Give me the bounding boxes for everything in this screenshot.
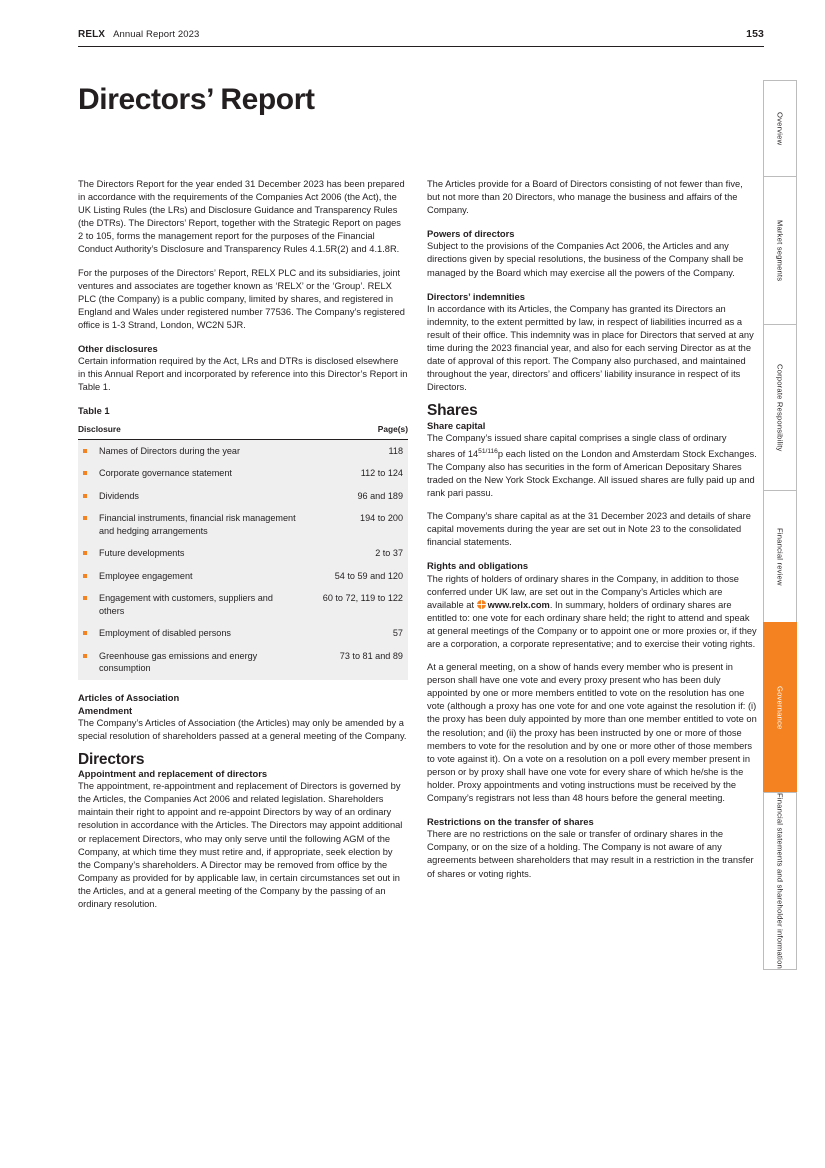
rights-heading: Rights and obligations [427, 560, 529, 572]
general-meeting-text: At a general meeting, on a show of hands every member who is present in person shall have one vote and every proxy present who has been duly appointed by one or more members entitled to vote on the resolution has one vote (although a proxy has one vote for and one vote against the resolution if: (i) the proxy has been duly appointed by more than one member entitled to vote on the resolution; and (ii) the proxy has been instructed by one or more of those members to vote for the resolution and by one or more other of those members to vote against it). On a vote on a resolution on a poll every member present in person or by proxy shall have one vote for every share of which he/she is the holder. Proxy appointments and voting instructions must be received by the Company’s registrars not less than 48 hours before the general meeting. [427, 662, 757, 804]
table-row [78, 439, 408, 462]
table-cell-disclosure: Greenhouse gas emissions and energy consumption [99, 650, 258, 674]
other-disclosures-heading: Other disclosures [78, 343, 158, 355]
appointment-heading: Appointment and replacement of directors [78, 768, 268, 780]
table-cell-disclosure: Names of Directors during the year [99, 445, 241, 456]
share-capital-text-1 [427, 432, 757, 501]
rights-text-part-a: The rights of holders of ordinary shares in the Company, in addition to those conferred under UK law, are set out in the Company’s Articles which are available at [427, 573, 739, 610]
shares-heading: Shares [427, 402, 478, 420]
globe-icon [477, 600, 486, 609]
tab-corporate-responsibility[interactable] [763, 324, 797, 490]
intro-paragraph-1: The Directors Report for the year ended 31 December 2023 has been prepared in accordance with the requirements of the Companies Act 2006 (the Act), the UK Listing Rules (the LRs) and Disclosure Guidance and Transparency Rules (the DTRs). The Directors’ Report, together with the Strategic Report on pages 2 to 105, forms the management report for the purposes of the Financial Conduct Authority’s Disclosure and Transparency Rules 4.1.5R(2) and 4.1.8R. [78, 179, 405, 255]
table-row [78, 507, 408, 542]
tab-financial-statements-label: Financial statements and shareholder information [775, 793, 785, 969]
bullet-icon [78, 587, 99, 622]
restrictions-text: There are no restrictions on the sale or transfer of ordinary shares in the Company, or on the size of a holding. The Company is not aware of any agreements between shareholders that may result in a restriction in the transfer of shares or voting rights. [427, 829, 754, 879]
intro-paragraph-2: For the purposes of the Directors’ Report, RELX PLC and its subsidiaries, joint ventures and associates are together known as ‘RELX’ or the ‘Group’. RELX PLC (the Company) is a public company, limited by shares, and registered in England and Wales under registered number 77536. The Company’s registered office is 1-3 Strand, London, WC2N 5JR. [78, 267, 405, 330]
table-row [78, 462, 408, 485]
appointment-text: The appointment, re-appointment and replacement of Directors is governed by the Articles, the Companies Act 2006 and related legislation. Shareholders maintain their right to appoint and re-appoint Directors by way of an ordinary resolution in accordance with the Articles. The Directors may appoint additional or replacement Directors, who may only serve until the following AGM of the Company, at which time they must retire and, if appropriate, seek election by the Company’s shareholders. A Director may be removed from office by the Company as provided for by applicable law, in certain circumstances set out in the Articles, and at a general meeting of the Company by the passing of an ordinary resolution. [78, 781, 403, 909]
share-capital-heading: Share capital [427, 419, 486, 431]
table-cell-disclosure: Future developments [99, 548, 185, 559]
share-fraction: 51/116 [478, 447, 498, 455]
table-row [78, 587, 408, 622]
indemnities-text: In accordance with its Articles, the Company has granted its Directors an indemnity, to the extent permitted by law, in respect of liabilities incurred as a result of their office. This indemnity was in place for Directors that served at any time during the 2023 financial year, and also for each serving Director as at the date of approval of this report. The Company also purchased, and maintained throughout the year, directors’ and officers’ liability insurance in respect of its Directors. [427, 303, 754, 393]
page-title: Directors’ Report [78, 83, 315, 116]
table-row [78, 565, 408, 588]
header-divider [78, 46, 764, 47]
table-cell-pages: 2 to 37 [375, 548, 403, 559]
tab-market-segments-label: Market segments [775, 219, 785, 282]
page-header [78, 28, 764, 40]
share-capital-text-part-b: p each listed on the London and Amsterdam Stock Exchanges. The Company also has securities in the form of American Depositary Shares traded on the New York Stock Exchange. All issued shares are fully paid up and rank pari passu. [427, 448, 757, 499]
table-row [78, 645, 408, 680]
table-header-row [78, 423, 408, 440]
tab-market-segments[interactable] [763, 176, 797, 324]
powers-heading: Powers of directors [427, 228, 515, 240]
table-cell-disclosure: Employee engagement [99, 570, 193, 581]
table-cell-pages: 112 to 124 [360, 468, 403, 479]
table-cell-pages: 57 [392, 628, 403, 639]
rights-text-part-b: . In summary, holders of ordinary shares are entitled to: one vote for each ordinary share held; the right to attend and speak at general meetings of the Company or to appoint one or more proxies or, if they are a corporation, a corporate representative; and to exercise their voting rights. [427, 599, 757, 649]
bullet-icon [78, 622, 99, 645]
table-cell-pages: 96 and 189 [357, 490, 403, 501]
table-cell-pages: 73 to 81 and 89 [339, 650, 403, 661]
table-cell-disclosure: Employment of disabled persons [99, 628, 231, 639]
table-cell-disclosure: Financial instruments, financial risk management and hedging arrangements [99, 513, 296, 536]
bullet-icon [78, 645, 99, 680]
bullet-icon [78, 542, 99, 565]
brand-label: RELX [78, 29, 106, 40]
board-composition-text: The Articles provide for a Board of Directors consisting of not fewer than five, but not more than 20 Directors, who manage the business and affairs of the Company. [427, 179, 743, 216]
tab-governance-label: Governance [775, 685, 785, 730]
table-cell-pages: 118 [388, 445, 403, 456]
restrictions-heading: Restrictions on the transfer of shares [427, 816, 594, 828]
website-link-label: www.relx.com [487, 599, 550, 610]
table-row [78, 485, 408, 508]
share-capital-text-part-a: The Company’s issued share capital comprises a single class of ordinary shares of 14 [427, 432, 727, 459]
section-tabs [763, 80, 797, 970]
bullet-icon [78, 565, 99, 588]
amendment-heading: Amendment [78, 704, 133, 716]
table-cell-disclosure: Engagement with customers, suppliers and others [99, 593, 273, 616]
powers-text: Subject to the provisions of the Companies Act 2006, the Articles and any directions given by special resolutions, the business of the Company shall be managed by the Board which may exercise all the powers of the Company. [427, 241, 744, 278]
page-number: 153 [746, 28, 764, 40]
left-column [78, 178, 408, 921]
tab-overview[interactable] [763, 80, 797, 176]
bullet-icon [78, 439, 99, 462]
bullet-icon [78, 485, 99, 508]
table-label: Table 1 [78, 405, 110, 417]
disclosure-table [78, 423, 408, 680]
indemnities-heading: Directors’ indemnities [427, 290, 525, 302]
tab-financial-statements[interactable] [763, 792, 797, 970]
share-capital-text-2: The Company’s share capital as at the 31 December 2023 and details of share capital movements during the year are set out in Note 23 to the consolidated financial statements. [427, 511, 751, 548]
table-cell-disclosure: Corporate governance statement [99, 468, 232, 479]
column-header-disclosure: Disclosure [78, 423, 299, 440]
table-cell-pages: 194 to 200 [360, 513, 403, 524]
bullet-icon [78, 507, 99, 542]
other-disclosures-text: Certain information required by the Act, LRs and DTRs is disclosed elsewhere in this Annual Report and incorporated by reference into this Director’s Report in Table 1. [78, 356, 408, 393]
column-header-pages: Page(s) [299, 423, 408, 440]
table-row [78, 542, 408, 565]
right-column [427, 178, 757, 891]
tab-overview-label: Overview [775, 111, 785, 146]
amendment-text: The Company’s Articles of Association (the Articles) may only be amended by a special resolution of shareholders passed at a general meeting of the Company. [78, 717, 407, 741]
tab-financial-review[interactable] [763, 490, 797, 622]
table-row [78, 622, 408, 645]
document-title: Annual Report 2023 [113, 29, 200, 40]
table-cell-pages: 60 to 72, 119 to 122 [322, 593, 403, 604]
table-cell-disclosure: Dividends [99, 490, 139, 501]
directors-heading: Directors [78, 750, 145, 768]
tab-corporate-responsibility-label: Corporate Responsibility [775, 363, 785, 452]
rights-text [427, 573, 757, 652]
tab-governance[interactable] [763, 622, 797, 792]
articles-heading: Articles of Association [78, 691, 180, 703]
table-cell-pages: 54 to 59 and 120 [334, 570, 403, 581]
tab-financial-review-label: Financial review [775, 527, 785, 586]
website-link[interactable] [477, 600, 550, 610]
bullet-icon [78, 462, 99, 485]
